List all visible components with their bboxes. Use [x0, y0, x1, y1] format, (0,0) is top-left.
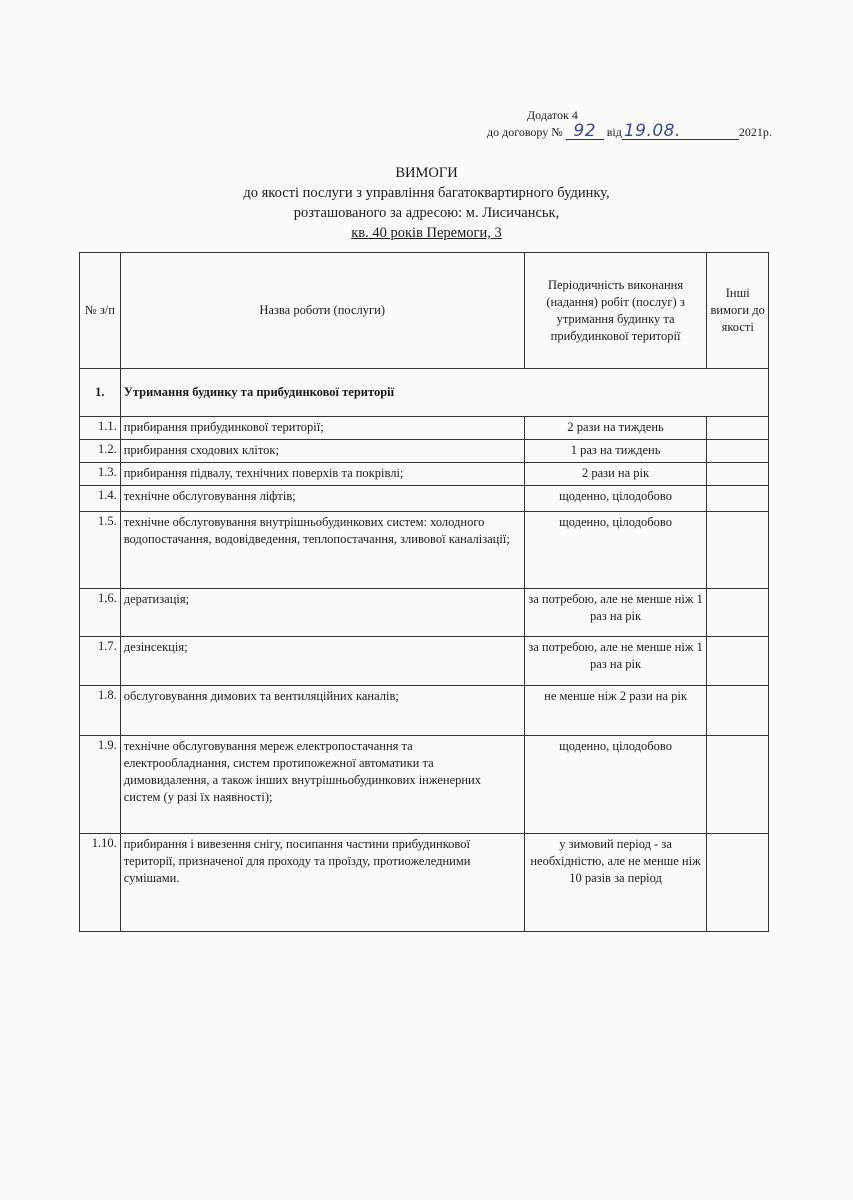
- row-work: прибирання прибудинкової території;: [120, 417, 524, 440]
- row-number: 1.8.: [80, 686, 121, 736]
- contract-reference: [487, 121, 772, 141]
- table-row: [80, 417, 769, 440]
- row-work: технічне обслуговування мереж електропостачання та електрообладнання, систем протипожежної автоматики та димовидалення, а також інших внутрішньобудинкових інженерних систем (у разі їх наявності);: [120, 736, 524, 834]
- table-row: [80, 486, 769, 512]
- row-other: [707, 512, 769, 589]
- row-period: щоденно, цілодобово: [524, 736, 707, 834]
- row-work: прибирання і вивезення снігу, посипання частини прибудинкової території, призначеної для проходу та проїзду, протиожеледними сумішами.: [120, 834, 524, 932]
- row-number: 1,6.: [80, 589, 121, 637]
- contract-number: 92: [573, 121, 597, 141]
- header-other-requirements: Інші вимоги до якості: [707, 253, 769, 369]
- contract-date: 19.08.: [623, 121, 681, 141]
- header-work-name: Назва роботи (послуги): [120, 253, 524, 369]
- section-label: Утримання будинку та прибудинкової території: [120, 369, 768, 417]
- row-work: технічне обслуговування внутрішньобудинкових систем: холодного водопостачання, водовідведення, теплопостачання, зливової каналізації;: [120, 512, 524, 589]
- row-other: [707, 463, 769, 486]
- row-number: 1.10.: [80, 834, 121, 932]
- row-work: прибирання підвалу, технічних поверхів та покрівлі;: [120, 463, 524, 486]
- row-period: за потребою, але не менше ніж 1 раз на рік: [524, 637, 707, 686]
- row-other: [707, 417, 769, 440]
- title-line-1: ВИМОГИ: [395, 165, 458, 181]
- row-other: [707, 637, 769, 686]
- date-prefix: від: [606, 125, 622, 139]
- row-period: не менше ніж 2 рази на рік: [524, 686, 707, 736]
- row-other: [707, 834, 769, 932]
- row-other: [707, 686, 769, 736]
- row-number: 1.4.: [80, 486, 121, 512]
- row-work: технічне обслуговування ліфтів;: [120, 486, 524, 512]
- contract-prefix: до договору №: [487, 125, 563, 139]
- row-period: щоденно, цілодобово: [524, 512, 707, 589]
- title-line-3: розташованого за адресою: м. Лисичанськ,: [293, 205, 560, 221]
- header-periodicity: Періодичність виконання (надання) робіт (послуг) з утримання будинку та прибудинкової території: [524, 253, 707, 369]
- row-period: щоденно, цілодобово: [524, 486, 707, 512]
- row-number: 1.5.: [80, 512, 121, 589]
- table-header-row: [80, 253, 769, 369]
- row-number: 1.7.: [80, 637, 121, 686]
- row-period: у зимовий період - за необхідністю, але не менше ніж 10 разів за період: [524, 834, 707, 932]
- table-row: [80, 512, 769, 589]
- title-address: кв. 40 років Перемоги, 3: [351, 225, 502, 241]
- row-number: 1.2.: [80, 440, 121, 463]
- row-period: за потребою, але не менше ніж 1 раз на рік: [524, 589, 707, 637]
- header-number: № з/п: [80, 253, 121, 369]
- requirements-table: [79, 252, 769, 932]
- row-work: дезінсекція;: [120, 637, 524, 686]
- row-other: [707, 736, 769, 834]
- table-row: [80, 463, 769, 486]
- table-row: [80, 637, 769, 686]
- table-row: [80, 834, 769, 932]
- table-row: [80, 686, 769, 736]
- annex-label: Додаток 4: [527, 108, 578, 122]
- row-work: обслуговування димових та вентиляційних каналів;: [120, 686, 524, 736]
- row-number: 1.1.: [80, 417, 121, 440]
- table-row: [80, 589, 769, 637]
- section-number: 1.: [80, 369, 121, 417]
- section-row: [80, 369, 769, 417]
- row-work: прибирання сходових кліток;: [120, 440, 524, 463]
- row-period: 2 рази на тиждень: [524, 417, 707, 440]
- title-line-2: до якості послуги з управління багатоквартирного будинку,: [243, 185, 610, 201]
- row-other: [707, 589, 769, 637]
- row-number: 1.9.: [80, 736, 121, 834]
- row-other: [707, 440, 769, 463]
- document-title: [0, 163, 853, 243]
- table-row: [80, 440, 769, 463]
- row-number: 1.3.: [80, 463, 121, 486]
- row-period: 2 рази на рік: [524, 463, 707, 486]
- year-suffix: 2021р.: [738, 125, 772, 139]
- row-period: 1 раз на тиждень: [524, 440, 707, 463]
- table-row: [80, 736, 769, 834]
- row-other: [707, 486, 769, 512]
- row-work: дератизація;: [120, 589, 524, 637]
